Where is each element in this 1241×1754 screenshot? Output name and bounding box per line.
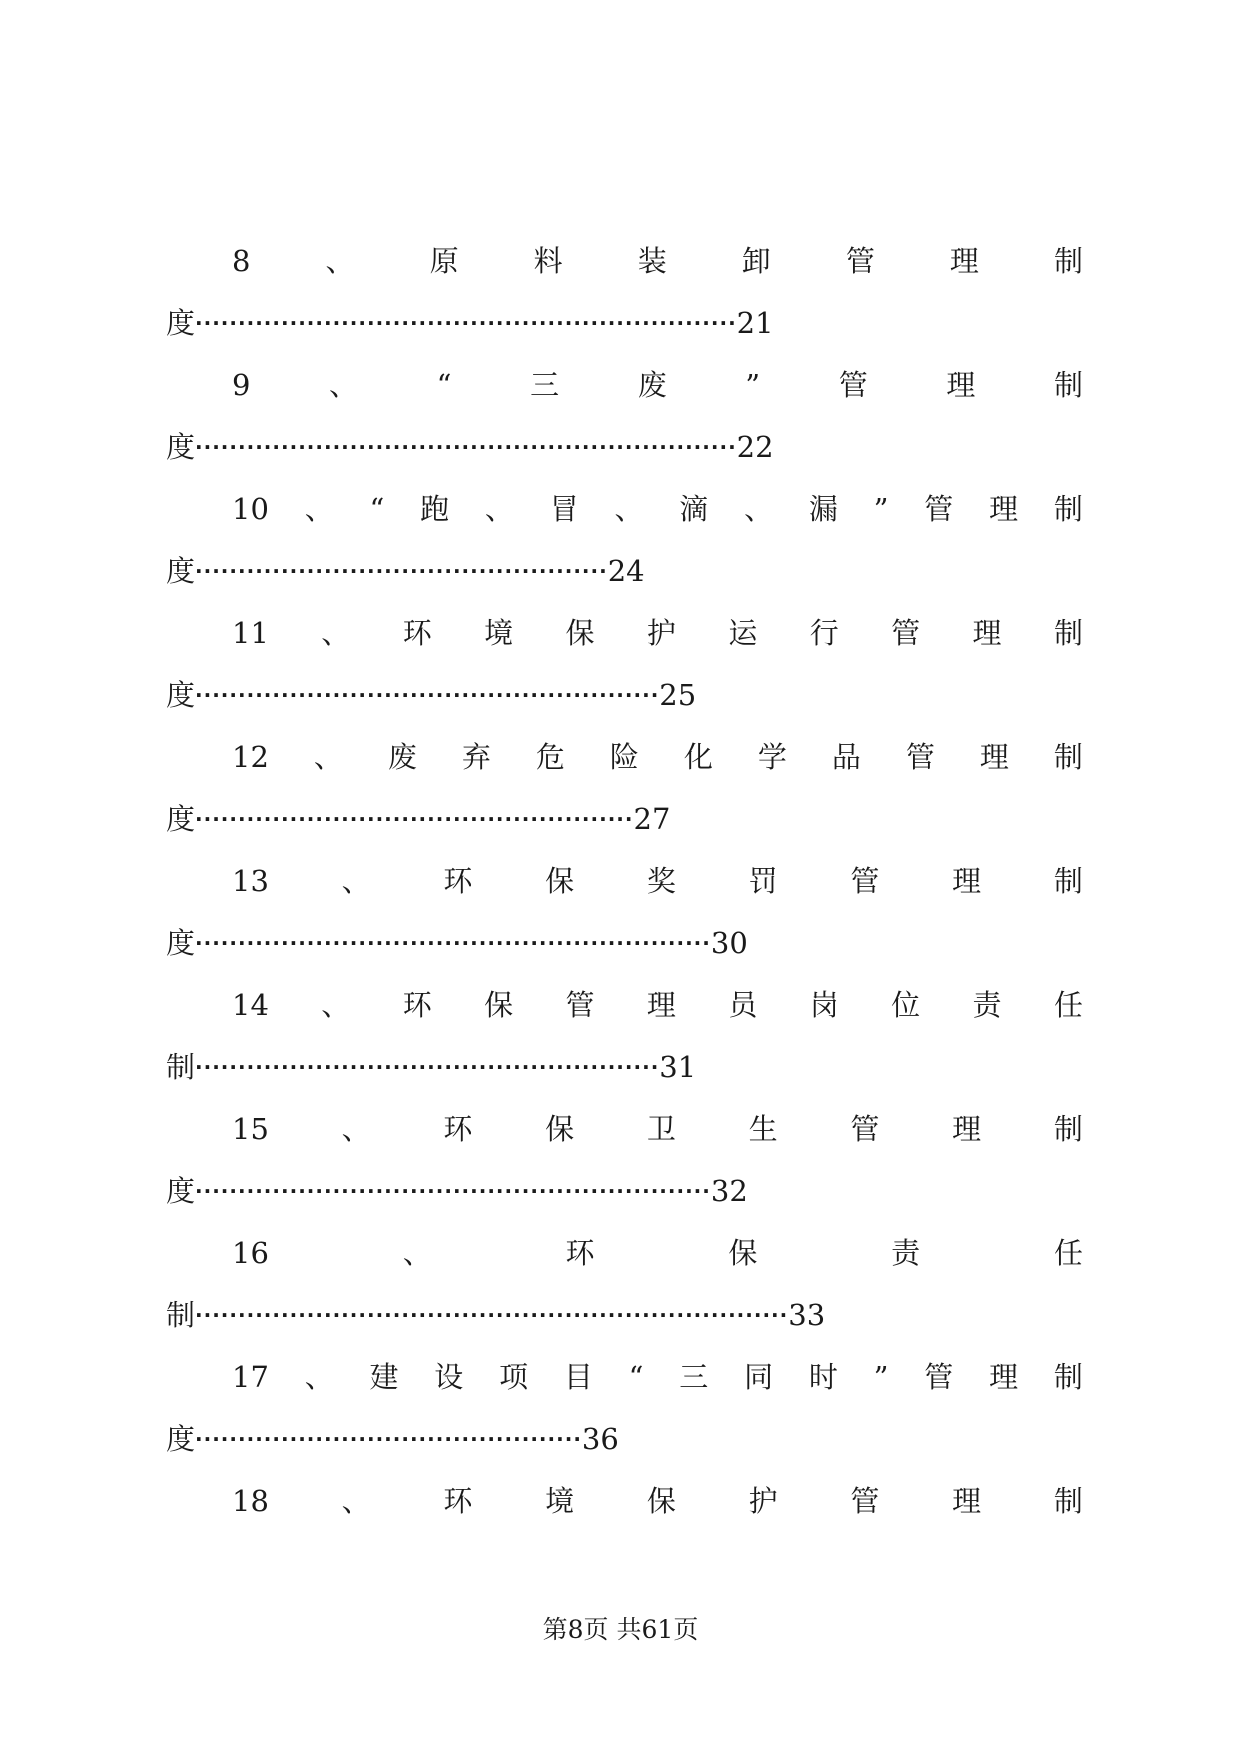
toc-title-char: 装	[637, 244, 667, 278]
toc-title-char: 环	[443, 1112, 473, 1146]
toc-title-char: 位	[891, 988, 921, 1022]
toc-title-char: 8	[232, 244, 251, 278]
toc-title-char: 岗	[809, 988, 839, 1022]
toc-title-char: 保	[565, 616, 595, 650]
toc-page-number: 24	[607, 554, 645, 588]
toc-title-char: 10	[232, 492, 269, 526]
toc-title-char: 卸	[741, 244, 771, 278]
toc-title-char: 、	[341, 864, 371, 898]
toc-entry	[166, 1222, 1083, 1346]
toc-title-char: 管	[850, 1112, 880, 1146]
toc-title-char: 理	[952, 864, 982, 898]
toc-title-char: 、	[325, 244, 355, 278]
toc-continuation-char: 度	[166, 306, 196, 340]
toc-title-char: 管	[924, 1360, 954, 1394]
toc-entry-title	[166, 354, 1083, 416]
toc-title-char: 建	[369, 1360, 399, 1394]
toc-title-char: 制	[1053, 616, 1083, 650]
dot-leader: ·····································································	[195, 1303, 789, 1327]
toc-continuation-char: 度	[166, 554, 196, 588]
toc-title-char: 制	[1053, 740, 1083, 774]
toc-title-char: 漏	[808, 492, 838, 526]
toc-title-char: 管	[565, 988, 595, 1022]
toc-title-char: 、	[329, 368, 359, 402]
toc-entry	[166, 1098, 1083, 1222]
toc-title-char: 制	[1053, 1360, 1083, 1394]
toc-title-char: 、	[304, 492, 334, 526]
toc-title-char: 项	[499, 1360, 529, 1394]
toc-title-char: 制	[1053, 492, 1083, 526]
toc-title-char: 14	[232, 988, 269, 1022]
toc-title-char: 品	[831, 740, 861, 774]
toc-entry-title	[166, 850, 1083, 912]
toc-title-char: 危	[535, 740, 565, 774]
toc-entry	[166, 1470, 1083, 1594]
toc-title-char: 境	[484, 616, 514, 650]
toc-title-char: 责	[972, 988, 1002, 1022]
toc-page-number: 21	[736, 306, 774, 340]
toc-entry-title	[166, 230, 1083, 292]
toc-title-char: 冒	[549, 492, 579, 526]
toc-entry	[166, 850, 1083, 974]
toc-entry-title	[166, 1098, 1083, 1160]
toc-title-char: 保	[484, 988, 514, 1022]
toc-title-char: 环	[443, 864, 473, 898]
toc-title-char: 管	[850, 1484, 880, 1518]
table-of-contents	[166, 230, 1083, 1594]
toc-title-char: 环	[565, 1236, 595, 1270]
toc-title-char: 、	[402, 1236, 432, 1270]
toc-title-char: 环	[443, 1484, 473, 1518]
toc-title-char: 原	[429, 244, 459, 278]
toc-title-char: 险	[609, 740, 639, 774]
toc-page-number: 32	[710, 1174, 748, 1208]
toc-title-char: 管	[850, 864, 880, 898]
toc-title-char: “	[369, 492, 385, 526]
toc-title-char: 、	[341, 1112, 371, 1146]
toc-title-char: 三	[679, 1360, 709, 1394]
toc-title-char: 护	[748, 1484, 778, 1518]
toc-title-char: 境	[545, 1484, 575, 1518]
toc-title-char: 奖	[646, 864, 676, 898]
toc-continuation-char: 度	[166, 1422, 196, 1456]
dot-leader: ····························································	[195, 1179, 711, 1203]
toc-title-char: 制	[1053, 368, 1083, 402]
toc-continuation-char: 制	[166, 1050, 196, 1084]
dot-leader: ················································	[195, 559, 608, 583]
toc-title-char: 理	[952, 1484, 982, 1518]
toc-title-char: 管	[905, 740, 935, 774]
toc-title-char: 目	[563, 1360, 593, 1394]
toc-entry-continuation	[166, 788, 1083, 850]
toc-entry-continuation	[166, 540, 1083, 602]
toc-entry	[166, 478, 1083, 602]
toc-title-char: 设	[434, 1360, 464, 1394]
toc-title-char: “	[628, 1360, 644, 1394]
toc-continuation-char: 度	[166, 1174, 196, 1208]
toc-title-char: 、	[744, 492, 774, 526]
toc-title-char: 弃	[461, 740, 491, 774]
toc-title-char: 罚	[748, 864, 778, 898]
toc-entry-continuation	[166, 1408, 1083, 1470]
toc-entry-continuation	[166, 912, 1083, 974]
toc-title-char: 、	[614, 492, 644, 526]
toc-entry-title	[166, 726, 1083, 788]
toc-title-char: 11	[232, 616, 269, 650]
toc-title-char: 化	[683, 740, 713, 774]
toc-title-char: 、	[484, 492, 514, 526]
toc-title-char: 理	[646, 988, 676, 1022]
toc-title-char: 制	[1053, 1112, 1083, 1146]
toc-title-char: 理	[979, 740, 1009, 774]
toc-title-char: 废	[637, 368, 667, 402]
toc-page-number: 22	[736, 430, 774, 464]
toc-entry-title	[166, 1470, 1083, 1532]
toc-title-char: 13	[232, 864, 269, 898]
toc-title-char: 生	[748, 1112, 778, 1146]
toc-entry-title	[166, 1222, 1083, 1284]
toc-page-number: 30	[710, 926, 748, 960]
toc-title-char: 护	[646, 616, 676, 650]
toc-title-char: 三	[530, 368, 560, 402]
dot-leader: ·············································	[195, 1427, 582, 1451]
toc-title-char: 15	[232, 1112, 269, 1146]
toc-title-char: 保	[646, 1484, 676, 1518]
toc-entry	[166, 354, 1083, 478]
toc-title-char: 任	[1053, 1236, 1083, 1270]
toc-title-char: 16	[232, 1236, 269, 1270]
toc-title-char: 跑	[420, 492, 450, 526]
toc-page-number: 27	[633, 802, 671, 836]
toc-title-char: ”	[745, 368, 761, 402]
toc-title-char: 保	[728, 1236, 758, 1270]
toc-title-char: 制	[1053, 864, 1083, 898]
toc-continuation-char: 度	[166, 678, 196, 712]
toc-continuation-char: 制	[166, 1298, 196, 1332]
toc-entry-title	[166, 974, 1083, 1036]
toc-entry-continuation	[166, 416, 1083, 478]
toc-entry-title	[166, 1346, 1083, 1408]
toc-title-char: 制	[1053, 1484, 1083, 1518]
toc-title-char: 保	[545, 1112, 575, 1146]
toc-entry-continuation	[166, 664, 1083, 726]
toc-continuation-char: 度	[166, 926, 196, 960]
toc-title-char: 行	[809, 616, 839, 650]
toc-title-char: 环	[402, 616, 432, 650]
dot-leader: ···················································	[195, 807, 634, 831]
toc-title-char: 理	[949, 244, 979, 278]
toc-continuation-char: 度	[166, 802, 196, 836]
toc-title-char: 管	[891, 616, 921, 650]
toc-title-char: 、	[304, 1360, 334, 1394]
toc-title-char: 管	[838, 368, 868, 402]
toc-title-char: 、	[321, 988, 351, 1022]
toc-page-number: 31	[659, 1050, 697, 1084]
toc-title-char: 同	[744, 1360, 774, 1394]
toc-entry-continuation	[166, 1284, 1083, 1346]
toc-entry	[166, 726, 1083, 850]
toc-title-char: 理	[989, 1360, 1019, 1394]
toc-title-char: 员	[728, 988, 758, 1022]
page-footer: 第8页 共61页	[542, 1615, 699, 1644]
toc-entry	[166, 602, 1083, 726]
toc-title-char: 17	[232, 1360, 269, 1394]
toc-entry-title	[166, 602, 1083, 664]
toc-entry-continuation	[166, 1160, 1083, 1222]
toc-page-number: 33	[788, 1298, 826, 1332]
dot-leader: ·······························································	[195, 435, 737, 459]
toc-title-char: 管	[924, 492, 954, 526]
toc-page-number: 36	[581, 1422, 619, 1456]
dot-leader: ······················································	[195, 1055, 660, 1079]
toc-title-char: 环	[402, 988, 432, 1022]
toc-title-char: “	[436, 368, 452, 402]
dot-leader: ····························································	[195, 931, 711, 955]
toc-title-char: 9	[232, 368, 251, 402]
toc-entry	[166, 1346, 1083, 1470]
toc-title-char: 理	[989, 492, 1019, 526]
toc-title-char: 、	[341, 1484, 371, 1518]
toc-title-char: ”	[873, 1360, 889, 1394]
toc-entry-continuation	[166, 1036, 1083, 1098]
toc-title-char: ”	[873, 492, 889, 526]
toc-title-char: 、	[313, 740, 343, 774]
dot-leader: ······················································	[195, 683, 660, 707]
dot-leader: ·······························································	[195, 311, 737, 335]
toc-title-char: 理	[952, 1112, 982, 1146]
toc-title-char: 废	[387, 740, 417, 774]
toc-entry-title	[166, 478, 1083, 540]
toc-entry	[166, 974, 1083, 1098]
toc-title-char: 料	[533, 244, 563, 278]
toc-title-char: 理	[946, 368, 976, 402]
toc-continuation-char: 度	[166, 430, 196, 464]
toc-title-char: 18	[232, 1484, 269, 1518]
toc-title-char: 理	[972, 616, 1002, 650]
toc-title-char: 滴	[679, 492, 709, 526]
toc-title-char: 卫	[646, 1112, 676, 1146]
toc-title-char: 责	[891, 1236, 921, 1270]
toc-page-number: 25	[659, 678, 697, 712]
toc-title-char: 制	[1053, 244, 1083, 278]
toc-entry	[166, 230, 1083, 354]
toc-title-char: 任	[1053, 988, 1083, 1022]
toc-title-char: 学	[757, 740, 787, 774]
toc-title-char: 、	[321, 616, 351, 650]
toc-title-char: 12	[232, 740, 269, 774]
toc-title-char: 管	[845, 244, 875, 278]
toc-title-char: 保	[545, 864, 575, 898]
toc-title-char: 时	[808, 1360, 838, 1394]
toc-entry-continuation	[166, 292, 1083, 354]
toc-title-char: 运	[728, 616, 758, 650]
